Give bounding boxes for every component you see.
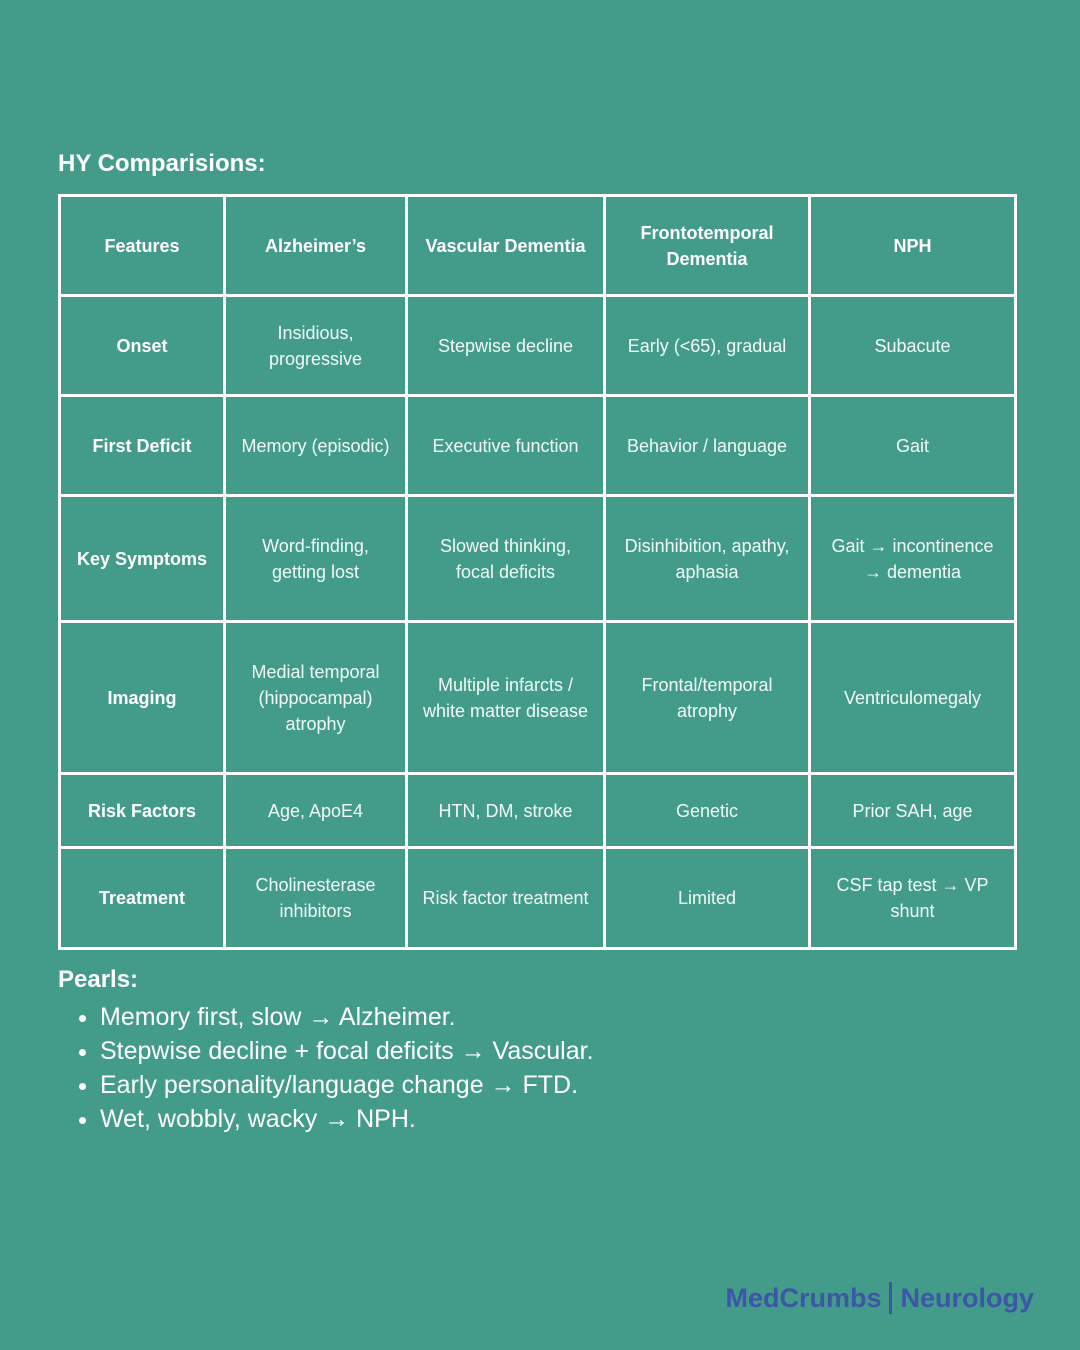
table-cell: HTN, DM, stroke	[407, 774, 605, 848]
list-item: • Early personality/language change → FTD.	[100, 1068, 594, 1102]
table-cell: Genetic	[605, 774, 810, 848]
table-cell: CSF tap test → VP shunt	[810, 848, 1016, 949]
pearls-title: Pearls:	[58, 966, 139, 993]
table-cell: Age, ApoE4	[225, 774, 407, 848]
header-features: Features	[60, 196, 225, 296]
table-row	[60, 496, 1016, 622]
table-cell: Slowed thinking, focal deficits	[407, 496, 605, 622]
table-cell: Cholinesterase inhibitors	[225, 848, 407, 949]
page-heading: HY Comparisions:	[58, 150, 266, 177]
table-cell: Medial temporal (hippocampal) atrophy	[225, 622, 407, 774]
table-cell: Gait	[810, 396, 1016, 496]
table-cell: Subacute	[810, 296, 1016, 396]
feature-cell: Imaging	[60, 622, 225, 774]
list-item: • Stepwise decline + focal deficits → Vascular.	[100, 1034, 594, 1068]
comparison-table	[58, 194, 1017, 950]
table-row	[60, 622, 1016, 774]
table-cell: Early (<65), gradual	[605, 296, 810, 396]
header-nph: NPH	[810, 196, 1016, 296]
table-cell: Risk factor treatment	[407, 848, 605, 949]
header-alzheimers: Alzheimer’s	[225, 196, 407, 296]
table-header-row	[60, 196, 1016, 296]
brand-name: MedCrumbs	[725, 1282, 882, 1313]
header-vascular-dementia: Vascular Dementia	[407, 196, 605, 296]
table-cell: Insidious, progressive	[225, 296, 407, 396]
table-cell: Disinhibition, apathy, aphasia	[605, 496, 810, 622]
feature-cell: Onset	[60, 296, 225, 396]
table-cell: Behavior / language	[605, 396, 810, 496]
table-cell: Ventriculomegaly	[810, 622, 1016, 774]
table-cell: Word-finding, getting lost	[225, 496, 407, 622]
table-row	[60, 774, 1016, 848]
feature-cell: Risk Factors	[60, 774, 225, 848]
table-cell: Executive function	[407, 396, 605, 496]
table-cell: Frontal/temporal atrophy	[605, 622, 810, 774]
table-row	[60, 848, 1016, 949]
table-cell: Multiple infarcts / white matter disease	[407, 622, 605, 774]
table-cell: Prior SAH, age	[810, 774, 1016, 848]
table-row	[60, 296, 1016, 396]
table-cell: Stepwise decline	[407, 296, 605, 396]
list-item: • Memory first, slow → Alzheimer.	[100, 1000, 594, 1034]
brand-section: Neurology	[900, 1282, 1034, 1313]
feature-cell: Treatment	[60, 848, 225, 949]
brand-watermark	[725, 1282, 1034, 1314]
table-cell: Memory (episodic)	[225, 396, 407, 496]
list-item: • Wet, wobbly, wacky → NPH.	[100, 1102, 594, 1136]
table-cell: Limited	[605, 848, 810, 949]
table-row	[60, 396, 1016, 496]
header-frontotemporal-dementia: Frontotemporal Dementia	[605, 196, 810, 296]
feature-cell: First Deficit	[60, 396, 225, 496]
feature-cell: Key Symptoms	[60, 496, 225, 622]
table-cell: Gait → incontinence → dementia	[810, 496, 1016, 622]
pearls-list	[58, 1000, 594, 1136]
brand-divider	[889, 1282, 892, 1314]
